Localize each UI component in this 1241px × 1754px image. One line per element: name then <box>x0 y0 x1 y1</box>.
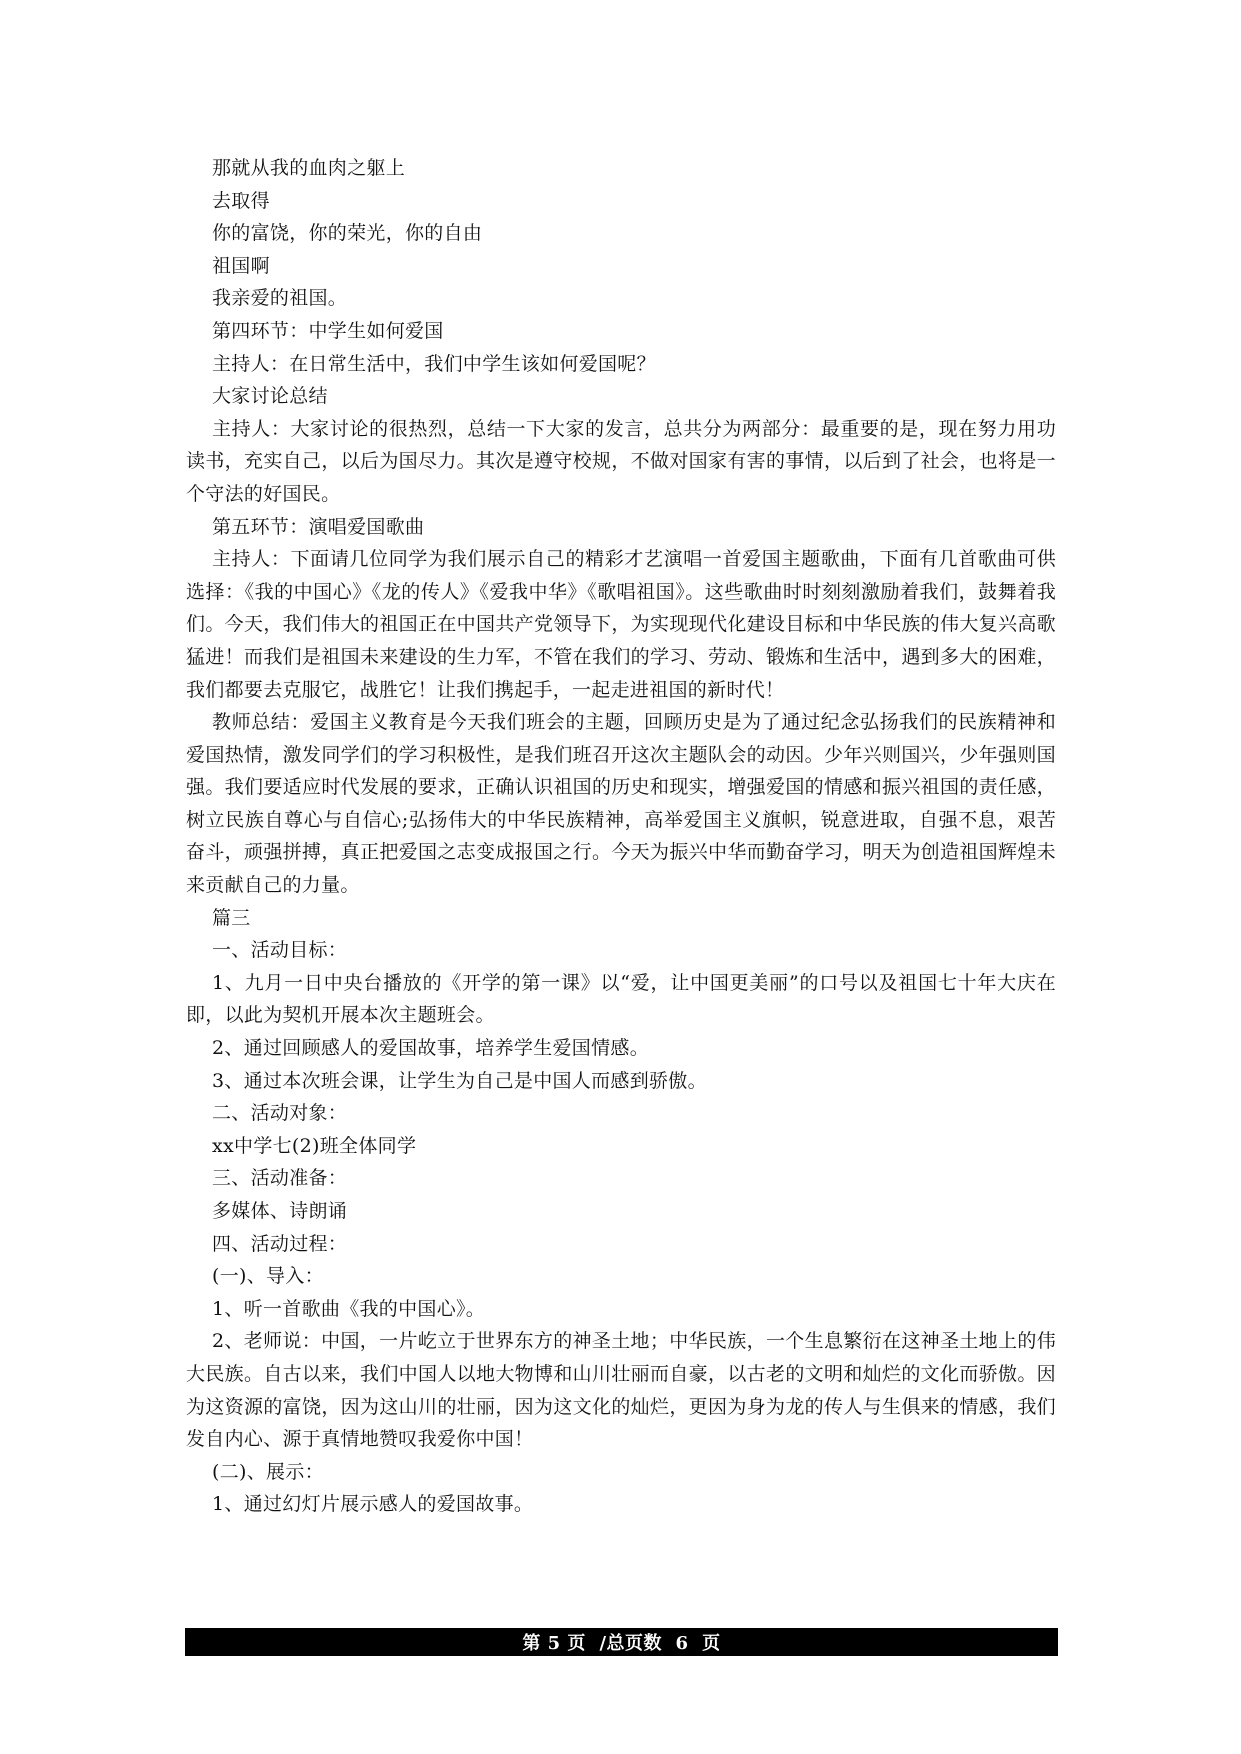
paragraph: 主持人：大家讨论的很热烈，总结一下大家的发言，总共分为两部分：最重要的是，现在努力用功读书，充实自己，以后为国尽力。其次是遵守校规，不做对国家有害的事情，以后到了社会，也将是一个守法的好国民。 <box>186 417 1056 505</box>
paragraph: 多媒体、诗朗诵 <box>212 1200 348 1222</box>
paragraph: 1、九月一日中央台播放的《开学的第一课》以“爱，让中国更美丽”的口号以及祖国七十年大庆在即，以此为契机开展本次主题班会。 <box>186 971 1056 1027</box>
section-heading: 第四环节：中学生如何爱国 <box>212 319 444 342</box>
paragraph: 你的富饶，你的荣光，你的自由 <box>212 222 483 245</box>
paragraph: 1、听一首歌曲《我的中国心》。 <box>212 1297 486 1320</box>
paragraph: 去取得 <box>212 189 270 212</box>
paragraph: 我亲爱的祖国。 <box>212 287 348 310</box>
section-heading: 篇三 <box>212 906 251 929</box>
paragraph: 那就从我的血肉之躯上 <box>212 157 406 179</box>
paragraph: xx中学七(2)班全体同学 <box>212 1134 417 1157</box>
page-number-label: 第 5 页 /总页数 6 页 <box>522 1633 721 1654</box>
paragraph: 教师总结：爱国主义教育是今天我们班会的主题，回顾历史是为了通过纪念弘扬我们的民族精神和爱国热情，激发同学们的学习积极性，是我们班召开这次主题队会的动因。少年兴则国兴，少年强则国强。我们要适应时代发展的要求，正确认识祖国的历史和现实，增强爱国的情感和振兴祖国的责任感，树立民族自尊心与自信心;弘扬伟大的中华民族精神，高举爱国主义旗帜，锐意进取，自强不息，艰苦奋斗，顽强拼搏，真正把爱国之志变成报国之行。今天为振兴中华而勤奋学习，明天为创造祖国辉煌未来贡献自己的力量。 <box>186 711 1056 897</box>
paragraph: 2、老师说：中国，一片屹立于世界东方的神圣土地；中华民族，一个生息繁衍在这神圣土地上的伟大民族。自古以来，我们中国人以地大物博和山川壮丽而自豪，以古老的文明和灿烂的文化而骄傲。因为这资源的富饶，因为这山川的壮丽，因为这文化的灿烂，更因为身为龙的传人与生俱来的情感，我们发自内心、源于真情地赞叹我爱你中国！ <box>186 1330 1056 1451</box>
paragraph: 2、通过回顾感人的爱国故事，培养学生爱国情感。 <box>212 1037 649 1060</box>
document-body <box>186 152 1056 1521</box>
section-heading: 四、活动过程： <box>212 1232 348 1255</box>
section-heading: 一、活动目标： <box>212 939 348 962</box>
page-footer <box>185 1628 1058 1656</box>
section-heading: (二)、展示： <box>212 1460 324 1483</box>
paragraph: 祖国啊 <box>212 254 270 277</box>
paragraph: 3、通过本次班会课，让学生为自己是中国人而感到骄傲。 <box>212 1069 707 1092</box>
paragraph: 大家讨论总结 <box>212 385 328 408</box>
section-heading: 三、活动准备： <box>212 1167 348 1190</box>
paragraph: 主持人：下面请几位同学为我们展示自己的精彩才艺演唱一首爱国主题歌曲，下面有几首歌曲可供选择：《我的中国心》《龙的传人》《爱我中华》《歌唱祖国》。这些歌曲时时刻刻激励着我们，鼓舞着我们。今天，我们伟大的祖国正在中国共产党领导下，为实现现代化建设目标和中华民族的伟大复兴高歌猛进！而我们是祖国未来建设的生力军，不管在我们的学习、劳动、锻炼和生活中，遇到多大的困难，我们都要去克服它，战胜它！让我们携起手，一起走进祖国的新时代！ <box>186 548 1056 701</box>
section-heading: 第五环节：演唱爱国歌曲 <box>212 515 425 538</box>
section-heading: 二、活动对象： <box>212 1102 348 1125</box>
paragraph: 1、通过幻灯片展示感人的爱国故事。 <box>212 1493 534 1516</box>
section-heading: (一)、导入： <box>212 1265 324 1288</box>
paragraph: 主持人：在日常生活中，我们中学生该如何爱国呢？ <box>212 352 656 375</box>
